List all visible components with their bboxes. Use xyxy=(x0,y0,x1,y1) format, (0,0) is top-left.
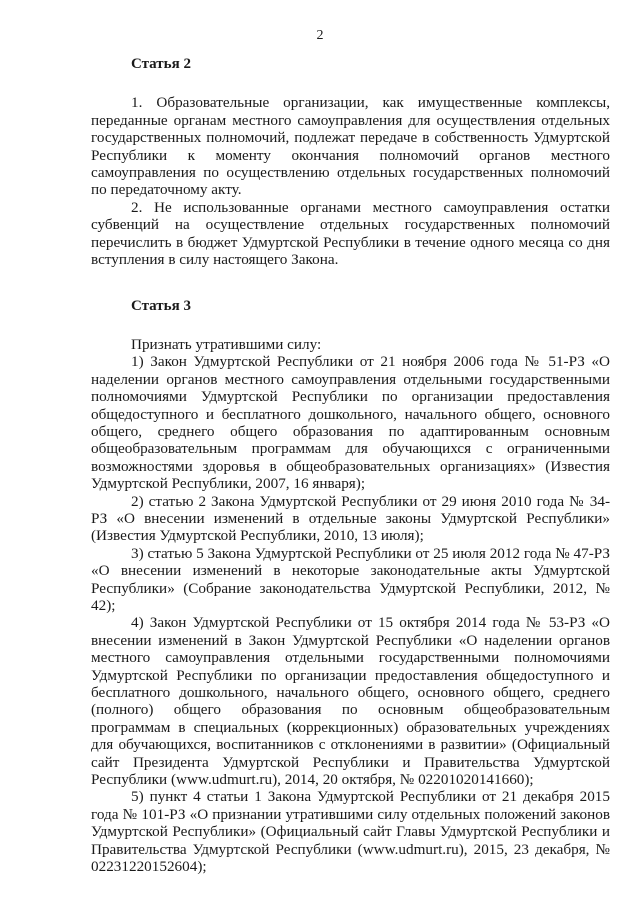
article-2-paragraph-2: 2. Не использованные органами местного самоуправления остатки субвенций на осуществление отдельных государственных полномочий перечислить в бюджет Удмуртской Республики в течение одного месяца со дня вступления в силу настоящего Закона. xyxy=(91,198,610,269)
article-3-title: Статья 3 xyxy=(131,298,191,315)
article-3-item-1: 1) Закон Удмуртской Республики от 21 ноября 2006 года № 51-РЗ «О наделении органов местного самоуправления отдельными государственными полномочиями Удмуртской Республики по организации предоставления общедоступного и бесплатного дошкольного, начального общего, основного общего, среднего общего образования по адаптированным основным общеобразовательным программам для обучающихся с ограниченными возможностями здоровья в общеобразовательных организациях» (Известия Удмуртской Республики, 2007, 16 января); xyxy=(91,353,610,493)
article-3-item-2: 2) статью 2 Закона Удмуртской Республики от 29 июня 2010 года № 34-РЗ «О внесении изменений в отдельные законы Удмуртской Республики» (Известия Удмуртской Республики, 2010, 13 июля); xyxy=(91,492,610,545)
article-3-lead: Признать утратившими силу: xyxy=(131,335,322,353)
page-number: 2 xyxy=(316,28,324,43)
article-2-title: Статья 2 xyxy=(131,56,191,72)
article-3-item-4: 4) Закон Удмуртской Республики от 15 октября 2014 года № 53-РЗ «О внесении изменений в Закон Удмуртской Республики «О наделении органов местного самоуправления отдельными государственными полномочиями Удмуртской Республики по организации предоставления общедоступного и бесплатного дошкольного, начального общего, основного общего, среднего (полного) общего образования по основным общеобразовательным программам в специальных (коррекционных) образовательных учреждениях для обучающихся, воспитанников с отклонениями в развитии» (Официальный сайт Президента Удмуртской Республики и Правительства Удмуртской Республики (www.udmurt.ru), 2014, 20 октября, № 02201020141660); xyxy=(91,614,610,789)
document-body xyxy=(91,56,610,875)
article-2-paragraph-1: 1. Образовательные организации, как имущественные комплексы, переданные органам местного самоуправления для осуществления отдельных государственных полномочий, подлежат передаче в собственность Удмуртской Республики к моменту окончания полномочий органов местного самоуправления по осуществлению отдельных государственных полномочий по передаточному акту. xyxy=(91,94,610,199)
article-3-item-3: 3) статью 5 Закона Удмуртской Республики от 25 июля 2012 года № 47-РЗ «О внесении изменений в некоторые законодательные акты Удмуртской Республики» (Собрание законодательства Удмуртской Республики, 2012, № 42); xyxy=(91,544,610,614)
article-3-item-5: 5) пункт 4 статьи 1 Закона Удмуртской Республики от 21 декабря 2015 года № 101-РЗ «О признании утратившими силу отдельных положений законов Удмуртской Республики» (Официальный сайт Главы Удмуртской Республики и Правительства Удмуртской Республики (www.udmurt.ru), 2015, 23 декабря, № 02231220152604); xyxy=(91,788,610,876)
